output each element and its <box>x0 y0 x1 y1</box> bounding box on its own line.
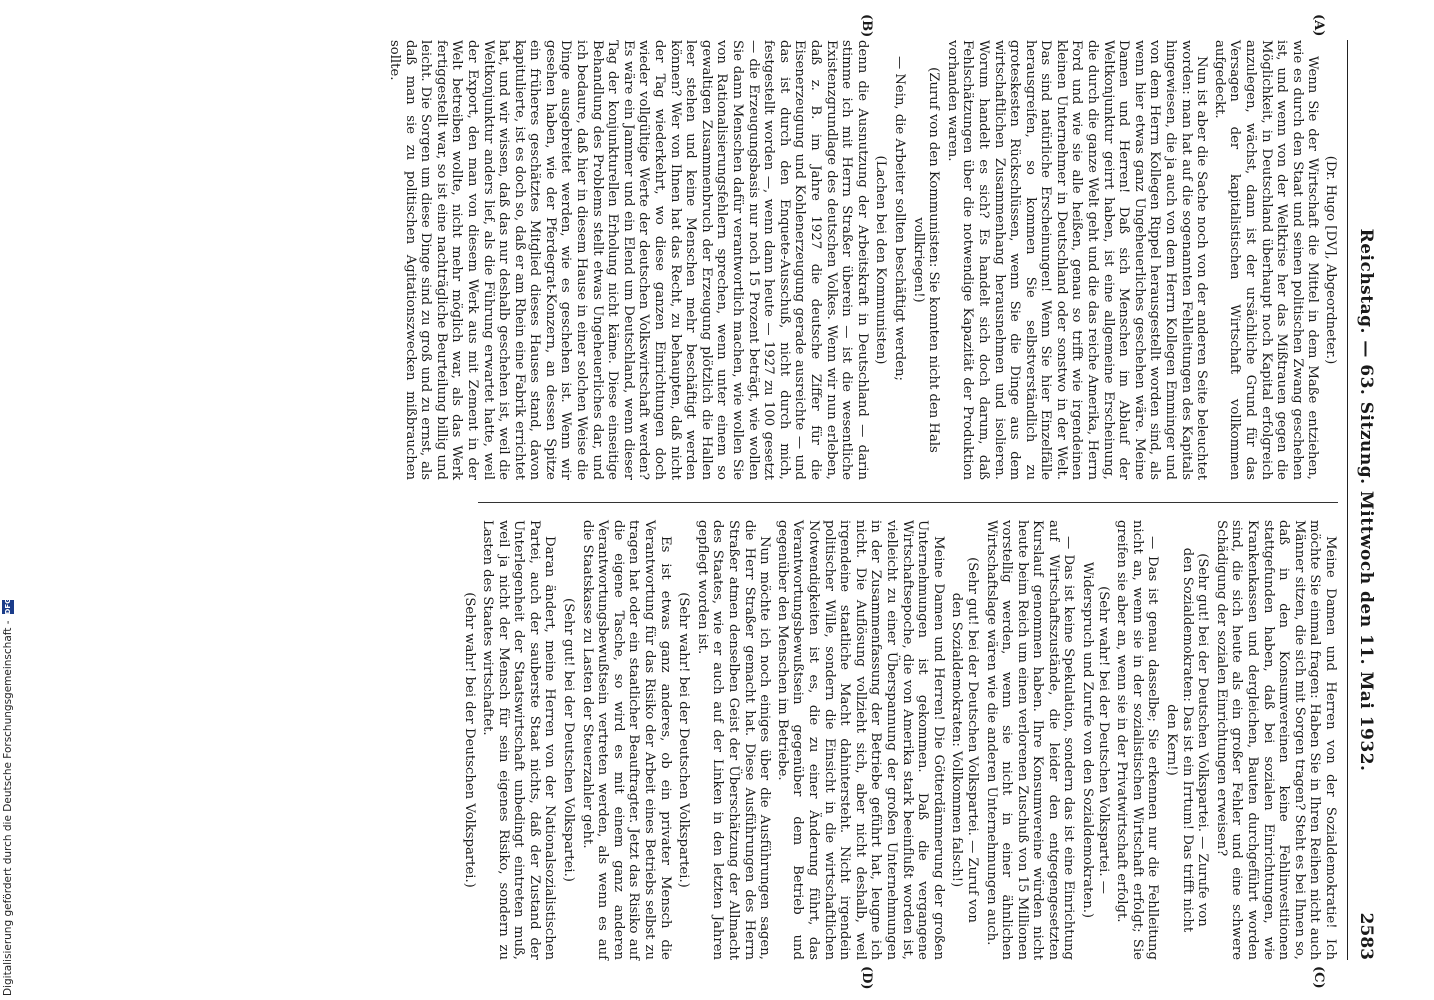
paragraph: — Nein, die Arbeiter sollten beschäftigt werden; <box>891 56 907 381</box>
page-number: 2583 <box>1356 912 1376 960</box>
digitization-credit <box>2 600 14 996</box>
margin-marker-a: (A) <box>1311 14 1326 37</box>
paragraph: — Das ist genau dasselbe; Sie erkennen nur die Fehlleitung nicht an, wenn sie in der sozialistischen Wirtschaft erfolgt; Sie greifen sie aber an, wenn sie in der Privatwirtschaft erfolgt. <box>1114 520 1161 960</box>
paragraph: Meine Damen und Herren von der Sozialdemokratie! Ich möchte Sie einmal fragen: Haben Sie in Ihren Reihen nicht auch Männer sitzen, die sich mit Sorgen tragen? Steht es bei Ihnen so, daß in den Konsumvereinen keine Fehlinvestitionen stattgefunden haben, daß bei sozialen Einrichtungen, wie Krankenkassen und dergleichen, Bauten durchgeführt worden sind, die sich heute als ein großer Fehler und eine schwere Schädigung der sozialen Einrichtungen erweisen? <box>1213 520 1338 960</box>
margin-marker-b: (B) <box>859 14 874 38</box>
interjection: (Sehr gut! bei der Deutschen Volkspartei.) <box>561 598 577 882</box>
header-title: Reichstag. — 63. Sitzung. Mittwoch den 11. Mai 1932. <box>1356 228 1376 772</box>
interjection: (Sehr wahr! bei der Deutschen Volkspartei.) <box>676 592 692 888</box>
column-divider <box>478 502 1338 503</box>
interjection: (Sehr wahr! bei der Deutschen Volkspartei.) <box>461 592 477 888</box>
paragraph: Meine Damen und Herren! Die Götterdämmerung der großen Unternehmungen ist gekommen. Daß die vergangene Wirtschaftsepoche, die von Amerika stark beeinflußt worden ist, vielleicht zu einer Überspannung der großen Unternehmungen in der Zusammenfassung der Betriebe geführt hat, leugne ich nicht. Die Auflösung vollzieht sich, aber nicht deshalb, weil irgendeine staatliche Macht dahintersteht. Nicht irgendein politischer Wille, sondern die Einsicht in die wirtschaftlichen Notwendigkeiten ist es, die zu einer Änderung führt, das Verantwortungsbewußtsein gegenüber dem Betrieb und gegenüber den Menschen im Betriebe. <box>774 520 946 960</box>
paragraph: Wenn Sie der Wirtschaft die Mittel in dem Maße entziehen, wie es durch den Staat und seinen politischen Zwang geschehen ist, und wenn von der Weltkrise her das Mißtrauen gegen die Möglichkeit, in Deutschland überhaupt noch Kapital erfolgreich anzulegen, wächst, dann ist der ursächliche Grund für das Versagen der kapitalistischen Wirtschaft vollkommen aufgedeckt. <box>1211 40 1321 480</box>
interjection: (Sehr gut! bei der Deutschen Volkspartei. — Zuruf von den Sozialdemokraten: Vollkommen falsch!) <box>949 557 980 923</box>
credit-text: Digitalisierung gefördert durch die Deutsche Forschungsgemeinschaft - <box>2 620 14 996</box>
paragraph: Es ist etwas ganz anderes, ob ein privater Mensch die Verantwortung für das Risiko der Arbeit eines Betriebs selbst zu tragen hat oder ein staatlicher Beauftragter. Jetzt das Risiko auf die eigene Tasche, so wird es mit einem ganz anderen Verantwortungsbewußtsein vertreten werden, als wenn es auf die Staatskasse zu Lasten der Steuerzahler geht. <box>579 520 673 960</box>
right-text-column <box>458 520 1338 960</box>
paragraph: Nun möchte ich noch einiges über die Ausführungen sagen, die Herr Straßer gemacht hat. Diese Ausführungen des Herrn Straßer atmen denselben Geist der Überschätzung der Allmacht des Staates, wie er auch auf der Linken in den letzten Jahren gepflegt worden ist. <box>694 520 773 960</box>
margin-marker-d: (D) <box>859 966 874 990</box>
speaker-line: (Dr. Hugo [DV], Abgeordneter.) <box>1323 155 1338 365</box>
left-text-column <box>384 40 1338 480</box>
page-header <box>1350 40 1376 960</box>
paragraph: Daran ändert, meine Herren von der Nationalsozialistischen Partei, auch der sauberste Staat nichts, daß der Zustand der Unterlegenheit der Staatswirtschaft unbedingt eintreten muß, weil ja nicht der Mensch für sein eigenes Risiko, sondern zu Lasten des Staates wirtschaftet. <box>480 520 558 960</box>
margin-marker-c: (C) <box>1311 966 1326 989</box>
header-rule <box>1347 40 1348 960</box>
paragraph: Nun ist aber die Sache noch von der anderen Seite beleuchtet worden: man hat auf die sogenannten Fehlleitungen des Kapitals hingewiesen, die ja auch von dem Herrn Kollegen Emminger und von dem Herrn Kollegen Rippel herausgestellt worden sind, als wenn hier etwas ganz Ungeheuerliches geschehen wäre. Meine Damen und Herren! Daß sich Menschen im Ablauf der Weltkonjunktur geirrt haben, ist eine allgemeine Erscheinung, die durch die ganze Welt geht und die das reiche Amerika, Herrn Ford und wie sie alle heißen, genau so trifft wie irgendeinen kleinen Unternehmer in Deutschland oder sonstwo in der Welt. Das sind natürliche Erscheinungen! Wenn Sie hier Einzelfälle herausgreifen, so kommen Sie selbstverständlich zu groteskesten Rückschlüssen, wenn Sie die Dinge aus dem wirtschaftlichen Zusammenhang herausnehmen und isolieren. Worum handelt es sich? Es handelt sich doch darum, daß Fehlschätzungen über die notwendige Kapazität der Produktion vorhanden waren. <box>944 40 1210 480</box>
paragraph: — Das ist keine Spekulation, sondern das ist eine Einrichtung auf Wirtschaftszustände, die leider den entgegengesetzten Kurslauf genommen haben. Ihre Konsumvereine würden nicht heute beim Reich um einen verlorenen Zuschuß von 15 Millionen vorstellig werden, wenn sie nicht in einer ähnlichen Wirtschaftslage wären wie die anderen Unternehmungen auch. <box>983 520 1077 960</box>
interjection: (Lachen bei den Kommunisten) <box>873 155 889 365</box>
interjection: (Sehr wahr! bei der Deutschen Volkspartei. — Widerspruch und Zurufe von den Sozialdemokraten.) <box>1080 561 1111 919</box>
interjection: (Zuruf von den Kommunisten: Sie konnten nicht den Hals vollkriegen!) <box>910 67 942 453</box>
dfg-logo-icon: DFG <box>4 598 12 615</box>
interjection: (Sehr gut! bei der Deutschen Volkspartei. — Zurufe von den Sozialdemokraten: Das ist ein Irrtum! Das trifft nicht den Kern!) <box>1164 547 1211 933</box>
paragraph: denn die Ausnutzung der Arbeitskraft in Deutschland — darin stimme ich mit Herrn Straßer überein — ist die wesentliche Existenzgrundlage des deutschen Volkes. Wenn wir nun erleben, daß z. B. im Jahre 1927 die deutsche Ziffer für die Eisenerzeugung und Kohlenerzeugung gerade ausreichte — und das ist durch den Enquete-Ausschuß, nicht durch mich, festgestellt worden —, wenn dann heute — 1927 zu 100 gesetzt — die Erzeugungsbasis nur noch 15 Prozent beträgt, wie wollen Sie dann Menschen dafür verantwortlich machen, wie wollen Sie von Rationalisierungsfehlern sprechen, wenn unter einem so gewaltigen Zusammenbruch der Erzeugung plötzlich die Hallen leer stehen und keine Menschen mehr beschäftigt werden können? Wer von Ihnen hat das Recht, zu behaupten, daß nicht der Tag wiederkehrt, wo diese ganzen Einrichtungen doch wieder vollgültige Werte der deutschen Volkswirtschaft werden? Es wäre ein Jammer und ein Elend um Deutschland, wenn dieser Tag der konjunkturellen Erholung nicht käme. Diese einseitige Behandlung des Problems stellt etwas Ungeheuerliches dar, und ich bedaure, daß hier in diesem Hause in einer solchen Weise die Dinge ausgebreitet werden, wie es geschehen ist. Wenn wir gesehen haben, wie der Pferdegrat-Konzern, an dessen Spitze ein früheres geschätztes Mitglied dieses Hauses stand, davon kapitulierte, ist es doch so, daß er am Rhein eine Fabrik errichtet hat, und wir wissen, daß das nur deshalb geschehen ist, weil die Weltkonjunktur anders lief, als die Führung erwartet hatte, weil der Export, den man von diesem Werk aus mit Zement in der Welt betreiben wollte, nicht mehr möglich war, als das Werk fertiggestellt war, so ist eine nachträgliche Beurteilung billig und leicht. Die Sorgen um diese Dinge sind zu groß und zu ernst, als daß man sie zu politischen Agitationszwecken mißbrauchen sollte. <box>386 40 870 480</box>
